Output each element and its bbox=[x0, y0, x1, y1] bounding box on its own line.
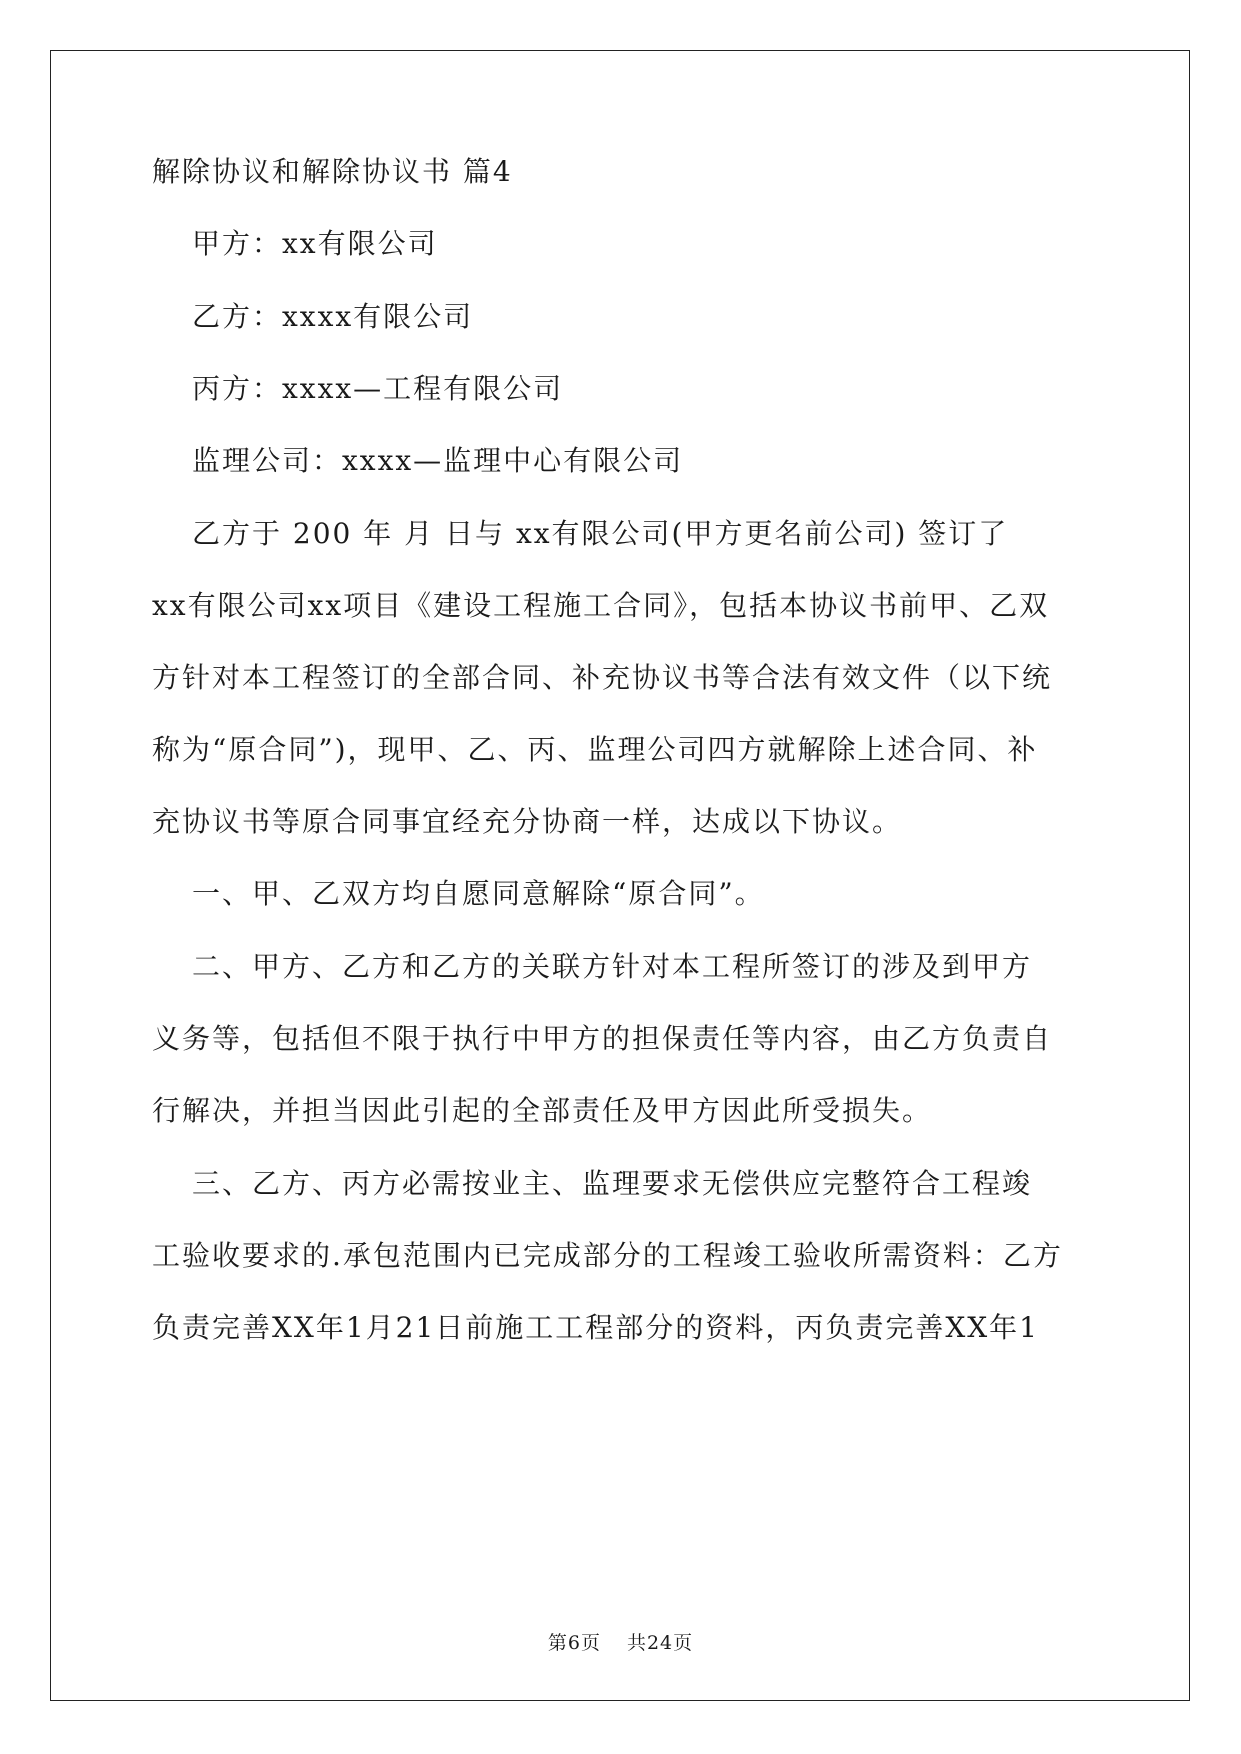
paragraph-line: 乙方于 200 年 月 日与 xx有限公司(甲方更名前公司) 签订了 bbox=[192, 517, 1009, 550]
clause-3-line: 工验收要求的.承包范围内已完成部分的工程竣工验收所需资料：乙方 bbox=[152, 1239, 1063, 1272]
party-c-line: 丙方：xxxx—工程有限公司 bbox=[192, 372, 564, 405]
clause-2-line: 义务等，包括但不限于执行中甲方的担保责任等内容，由乙方负责自 bbox=[152, 1022, 1053, 1055]
clause-2-line: 二、甲方、乙方和乙方的关联方针对本工程所签订的涉及到甲方 bbox=[192, 950, 1033, 983]
clause-3-line: 负责完善XX年1月21日前施工工程部分的资料，丙负责完善XX年1 bbox=[152, 1311, 1039, 1344]
page-number: 第6页 bbox=[547, 1632, 601, 1654]
party-a-line: 甲方：xx有限公司 bbox=[192, 227, 438, 260]
page-border bbox=[50, 50, 1190, 1701]
party-b-line: 乙方：xxxx有限公司 bbox=[192, 300, 474, 333]
page-footer bbox=[0, 1628, 1241, 1655]
paragraph-line: 充协议书等原合同事宜经充分协商一样，达成以下协议。 bbox=[152, 805, 903, 838]
clause-1-line: 一、甲、乙双方均自愿同意解除“原合同”。 bbox=[192, 877, 765, 910]
document-title: 解除协议和解除协议书 篇4 bbox=[152, 155, 513, 188]
supervisor-line: 监理公司：xxxx—监理中心有限公司 bbox=[192, 444, 684, 477]
total-pages: 共24页 bbox=[626, 1632, 694, 1654]
clause-3-line: 三、乙方、丙方必需按业主、监理要求无偿供应完整符合工程竣 bbox=[192, 1167, 1033, 1200]
paragraph-line: xx有限公司xx项目《建设工程施工合同》，包括本协议书前甲、乙双 bbox=[152, 589, 1050, 622]
paragraph-line: 称为“原合同”)，现甲、乙、丙、监理公司四方就解除上述合同、补 bbox=[152, 733, 1038, 766]
clause-2-line: 行解决，并担当因此引起的全部责任及甲方因此所受损失。 bbox=[152, 1094, 933, 1127]
paragraph-line: 方针对本工程签订的全部合同、补充协议书等合法有效文件（以下统 bbox=[152, 661, 1053, 694]
